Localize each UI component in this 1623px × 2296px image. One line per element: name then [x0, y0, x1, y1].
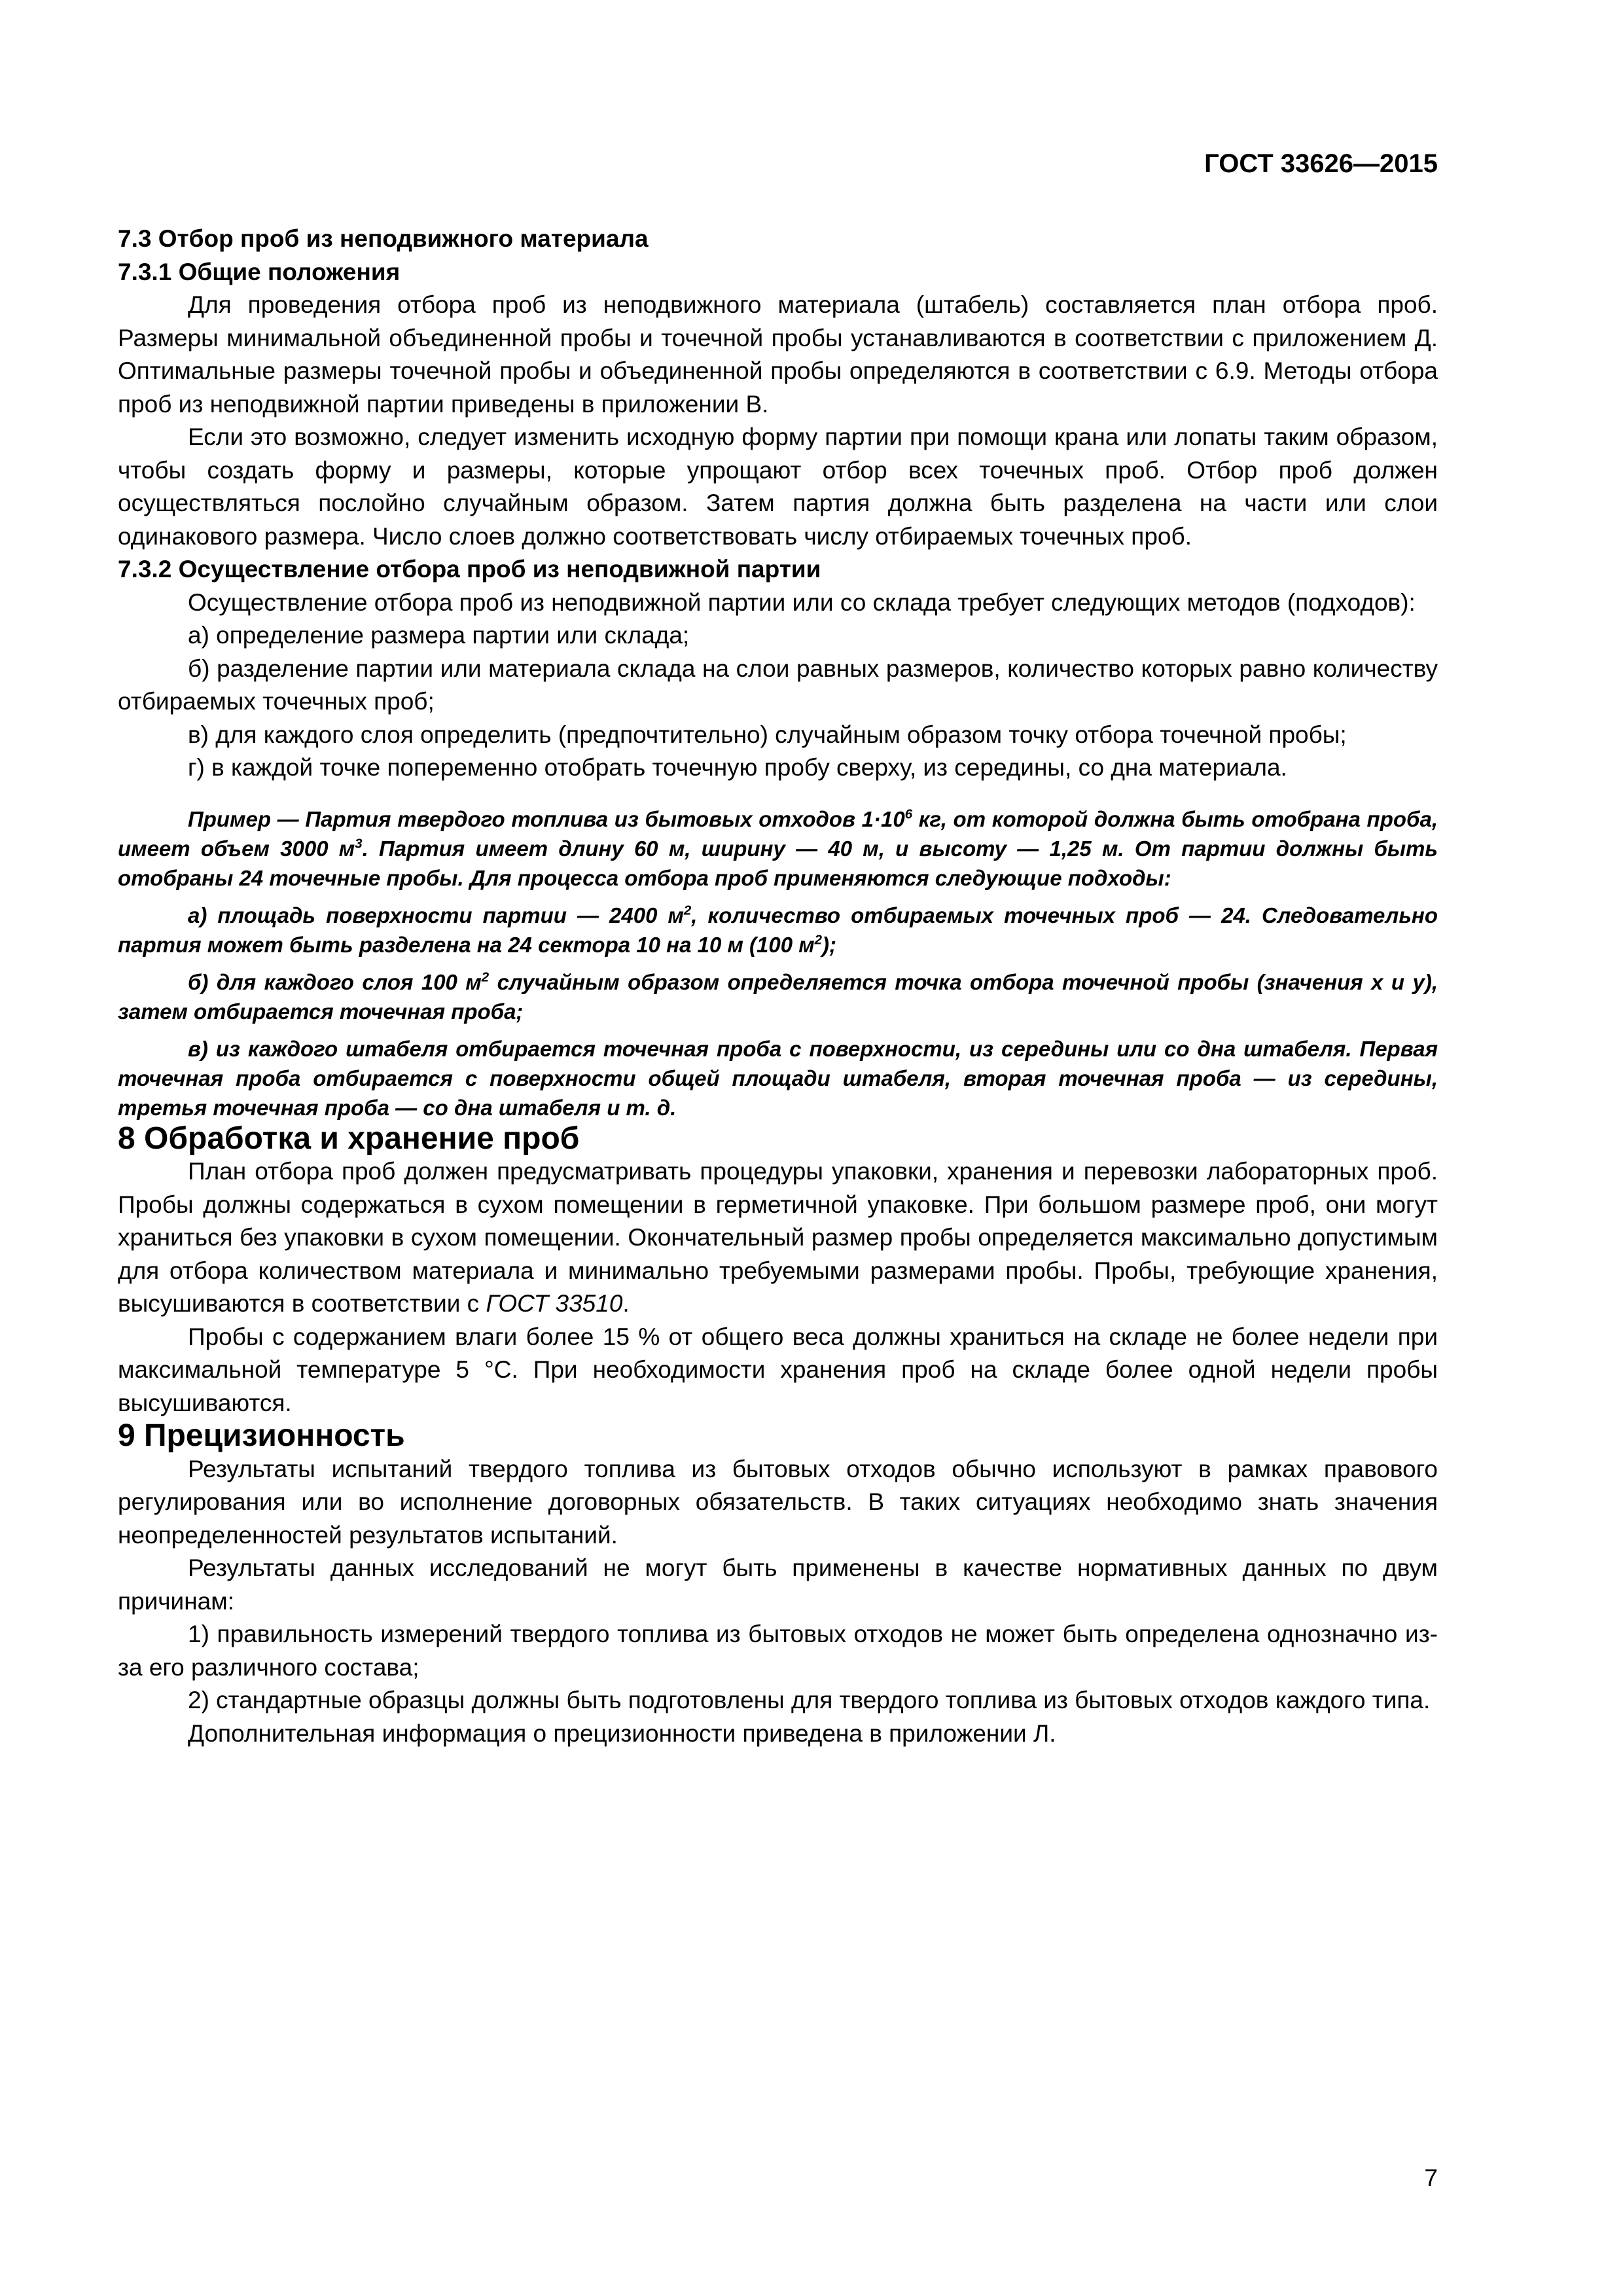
section-9-heading: 9 Прецизионность: [118, 1418, 405, 1453]
standard-reference: ГОСТ 33510: [486, 1290, 623, 1317]
paragraph: Пробы с содержанием влаги более 15 % от общего веса должны храниться на складе не более недели при максимальной температуре 5 °С. При необходимости хранения проб на складе более одной недели пробы высушиваются.: [118, 1323, 1438, 1416]
list-item: а) определение размера партии или склада;: [188, 622, 690, 649]
example-item-a: а) площадь поверхности партии — 2400 $м^2$, количество отбираемых точечных проб — 24. Следовательно партия может быть разделена на 24 сектора 10 на 10 м (100 $м^2$);: [118, 902, 1438, 957]
paragraph: Для проведения отбора проб из неподвижного материала (штабель) составляется план отбора проб. Размеры минимальной объединенной пробы и точечной пробы устанавливаются в соответствии с приложением Д. Оптимальные размеры точечной пробы и объединенной пробы определяются в соответствии с 6.9. Методы отбора проб из неподвижной партии приведены в приложении В.: [118, 291, 1438, 418]
paragraph: Если это возможно, следует изменить исходную форму партии при помощи крана или лопаты таким образом, чтобы создать форму и размеры, которые упрощают отбор всех точечных проб. Отбор проб должен осуществляться послойно случайным образом. Затем партия должна быть разделена на части или слои одинакового размера. Число слоев должно соответствовать числу отбираемых точечных проб.: [118, 423, 1438, 550]
list-item: г) в каждой точке попеременно отобрать точечную пробу сверху, из середины, со дна материала.: [188, 754, 1287, 781]
page-content: [118, 223, 1438, 1750]
example-item-c: в) из каждого штабеля отбирается точечная проба с поверхности, из середины или со дна штабеля. Первая точечная проба отбирается с поверхности общей площади штабеля, вторая точечная проба — из середины, третья точечная проба — со дна штабеля и т. д.: [118, 1036, 1438, 1120]
example-item-b: б) для каждого слоя 100 $м^2$ случайным образом определяется точка отбора точечной пробы (значения x и y), затем отбирается точечная проба;: [118, 969, 1438, 1024]
paragraph: Осуществление отбора проб из неподвижной партии или со склада требует следующих методов (подходов):: [188, 588, 1416, 616]
list-item: 2) стандартные образцы должны быть подготовлены для твердого топлива из бытовых отходов каждого типа.: [188, 1687, 1431, 1713]
paragraph: Результаты данных исследований не могут быть применены в качестве нормативных данных по двум причинам:: [118, 1554, 1438, 1615]
paragraph: Результаты испытаний твердого топлива из бытовых отходов обычно используют в рамках правового регулирования или во исполнение договорных обязательств. В таких ситуациях необходимо знать значения неопределенностей результатов испытаний.: [118, 1455, 1438, 1549]
section-7-3-heading: 7.3 Отбор проб из неподвижного материала: [118, 225, 649, 252]
list-item: 1) правильность измерений твердого топлива из бытовых отходов не может быть определена однозначно из-за его различного состава;: [118, 1621, 1438, 1681]
paragraph: Дополнительная информация о прецизионности приведена в приложении Л.: [188, 1719, 1056, 1747]
page-number: 7: [1424, 2164, 1438, 2191]
example-intro: Пример — Партия твердого топлива из бытовых отходов $1\cdot 10^6$ кг, от которой должна быть отобрана проба, имеет объем 3000 $м^3$. Партия имеет длину 60 м, ширину — 40 м, и высоту — 1,25 м. От партии должны быть отобраны 24 точечные пробы. Для процесса отбора проб применяются следующие подходы:: [118, 806, 1438, 890]
paragraph: План отбора проб должен предусматривать процедуры упаковки, хранения и перевозки лабораторных проб. Пробы должны содержаться в сухом помещении в герметичной упаковке. При большом размере проб, они могут храниться без упаковки в сухом помещении. Окончательный размер пробы определяется максимально допустимым для отбора количеством материала и минимально требуемыми размерами пробы. Пробы, требующие хранения, высушиваются в соответствии с ГОСТ 33510.: [118, 1158, 1438, 1317]
document-id-header: ГОСТ 33626—2015: [1204, 149, 1438, 178]
list-item: б) разделение партии или материала склада на слои равных размеров, количество которых равно количеству отбираемых точечных проб;: [118, 655, 1438, 715]
list-item: в) для каждого слоя определить (предпочтительно) случайным образом точку отбора точечной пробы;: [188, 721, 1347, 748]
section-7-3-2-heading: 7.3.2 Осуществление отбора проб из неподвижной партии: [118, 556, 821, 583]
section-7-3-1-heading: 7.3.1 Общие положения: [118, 258, 401, 285]
section-8-heading: 8 Обработка и хранение проб: [118, 1121, 580, 1156]
